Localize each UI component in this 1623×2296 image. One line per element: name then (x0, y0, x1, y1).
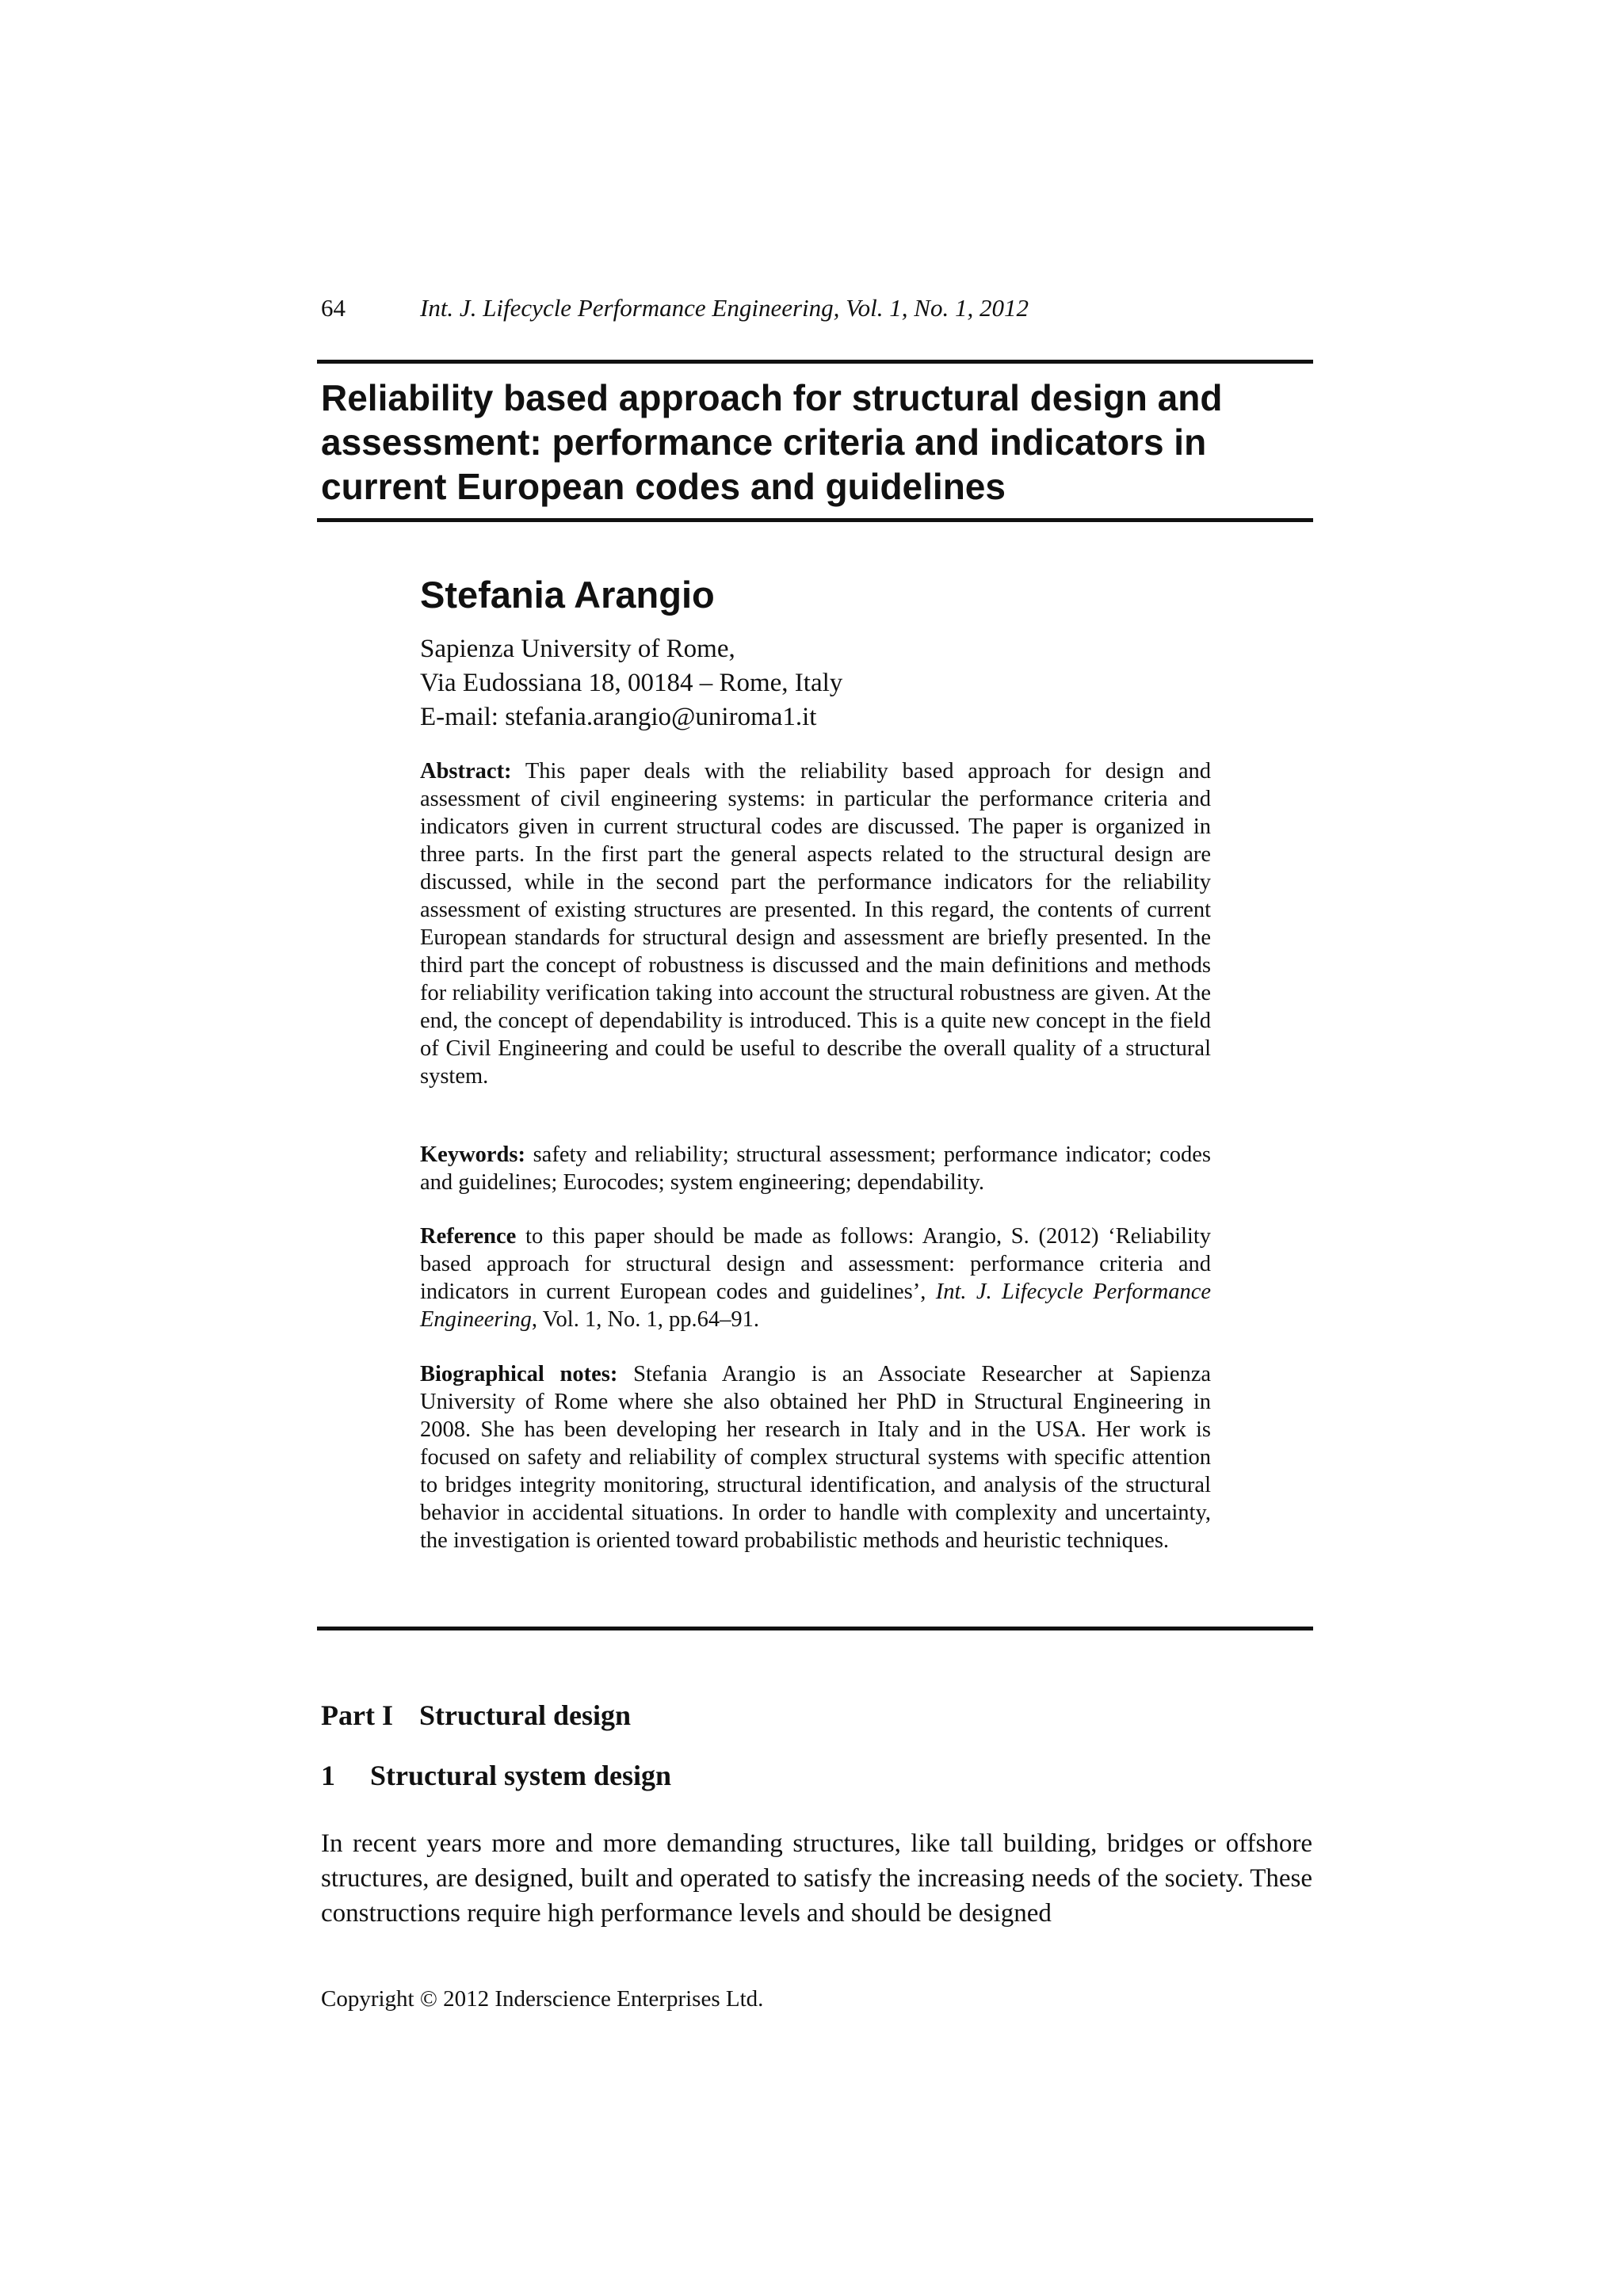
front-matter-bottom-rule (317, 1627, 1313, 1630)
part-title: Structural design (419, 1699, 632, 1731)
reference (420, 1222, 1211, 1333)
reference-journal: Int. J. Lifecycle Performance Engineering (420, 1280, 1211, 1332)
keywords-text: safety and reliability; structural assessment; performance indicator; codes and guidelines; Eurocodes; system engineering; dependability. (420, 1142, 1212, 1195)
page-number: 64 (321, 294, 346, 322)
section-number: 1 (321, 1760, 335, 1791)
reference-label: Reference (420, 1224, 517, 1249)
biographical-notes (420, 1360, 1211, 1554)
author-email: E-mail: stefania.arangio@uniroma1.it (420, 703, 817, 731)
title-top-rule (317, 360, 1313, 364)
reference-volume: , Vol. 1, No. 1, pp.64–91. (531, 1307, 760, 1332)
abstract-label: Abstract: (420, 759, 512, 784)
section-title: Structural system design (370, 1760, 671, 1791)
part-heading (321, 1698, 631, 1733)
keywords (420, 1141, 1211, 1196)
running-head (321, 292, 1029, 324)
keywords-label: Keywords: (420, 1142, 525, 1167)
section-heading (321, 1758, 671, 1793)
paper-title: Reliability based approach for structural design and assessment: performance criteria and indicators in current European codes and guidelines (321, 377, 1223, 507)
affiliation-address: Via Eudossiana 18, 00184 – Rome, Italy (420, 669, 843, 697)
title-bottom-rule (317, 518, 1313, 522)
abstract-text: This paper deals with the reliability based approach for design and assessment of civil engineering systems: in particular the performance criteria and indicators given in current structural codes are discussed. The paper is organized in three parts. In the first part the general aspects related to the structural design are discussed, while in the second part the performance indicators for the reliability assessment of existing structures are presented. In this regard, the contents of current European standards for structural design and assessment are briefly presented. In the third part the concept of robustness is discussed and the main definitions and methods for reliability verification taking into account the structural robustness are given. At the end, the concept of dependability is introduced. This is a quite new concept in the field of Civil Engineering and could be useful to describe the overall quality of a structural system. (420, 759, 1211, 1089)
copyright-notice: Copyright © 2012 Inderscience Enterprises Ltd. (321, 1986, 764, 2012)
journal-citation: Int. J. Lifecycle Performance Engineering, Vol. 1, No. 1, 2012 (420, 294, 1029, 322)
body-paragraph: In recent years more and more demanding structures, like tall building, bridges or offshore structures, are designed, built and operated to satisfy the increasing needs of the society. These constructions require high performance levels and should be designed (321, 1829, 1312, 1928)
part-number: Part I (321, 1699, 393, 1731)
author-name: Stefania Arangio (420, 574, 715, 616)
author-affiliation (420, 632, 842, 734)
affiliation-institution: Sapienza University of Rome, (420, 635, 735, 663)
bio-text: Stefania Arangio is an Associate Researcher at Sapienza University of Rome where she also obtained her PhD in Structural Engineering in 2008. She has been developing her research in Italy and in the USA. Her work is focused on safety and reliability of complex structural systems with specific attention to bridges integrity monitoring, structural identification, and analysis of the structural behavior in accidental situations. In order to handle with complexity and uncertainty, the investigation is oriented toward probabilistic methods and heuristic techniques. (420, 1362, 1211, 1553)
reference-text: to this paper should be made as follows: Arangio, S. (2012) ‘Reliability based approach for structural design and assessment: performance criteria and indicators in current European codes and guidelines’, (420, 1224, 1211, 1304)
abstract (420, 757, 1211, 1090)
bio-label: Biographical notes: (420, 1362, 618, 1386)
